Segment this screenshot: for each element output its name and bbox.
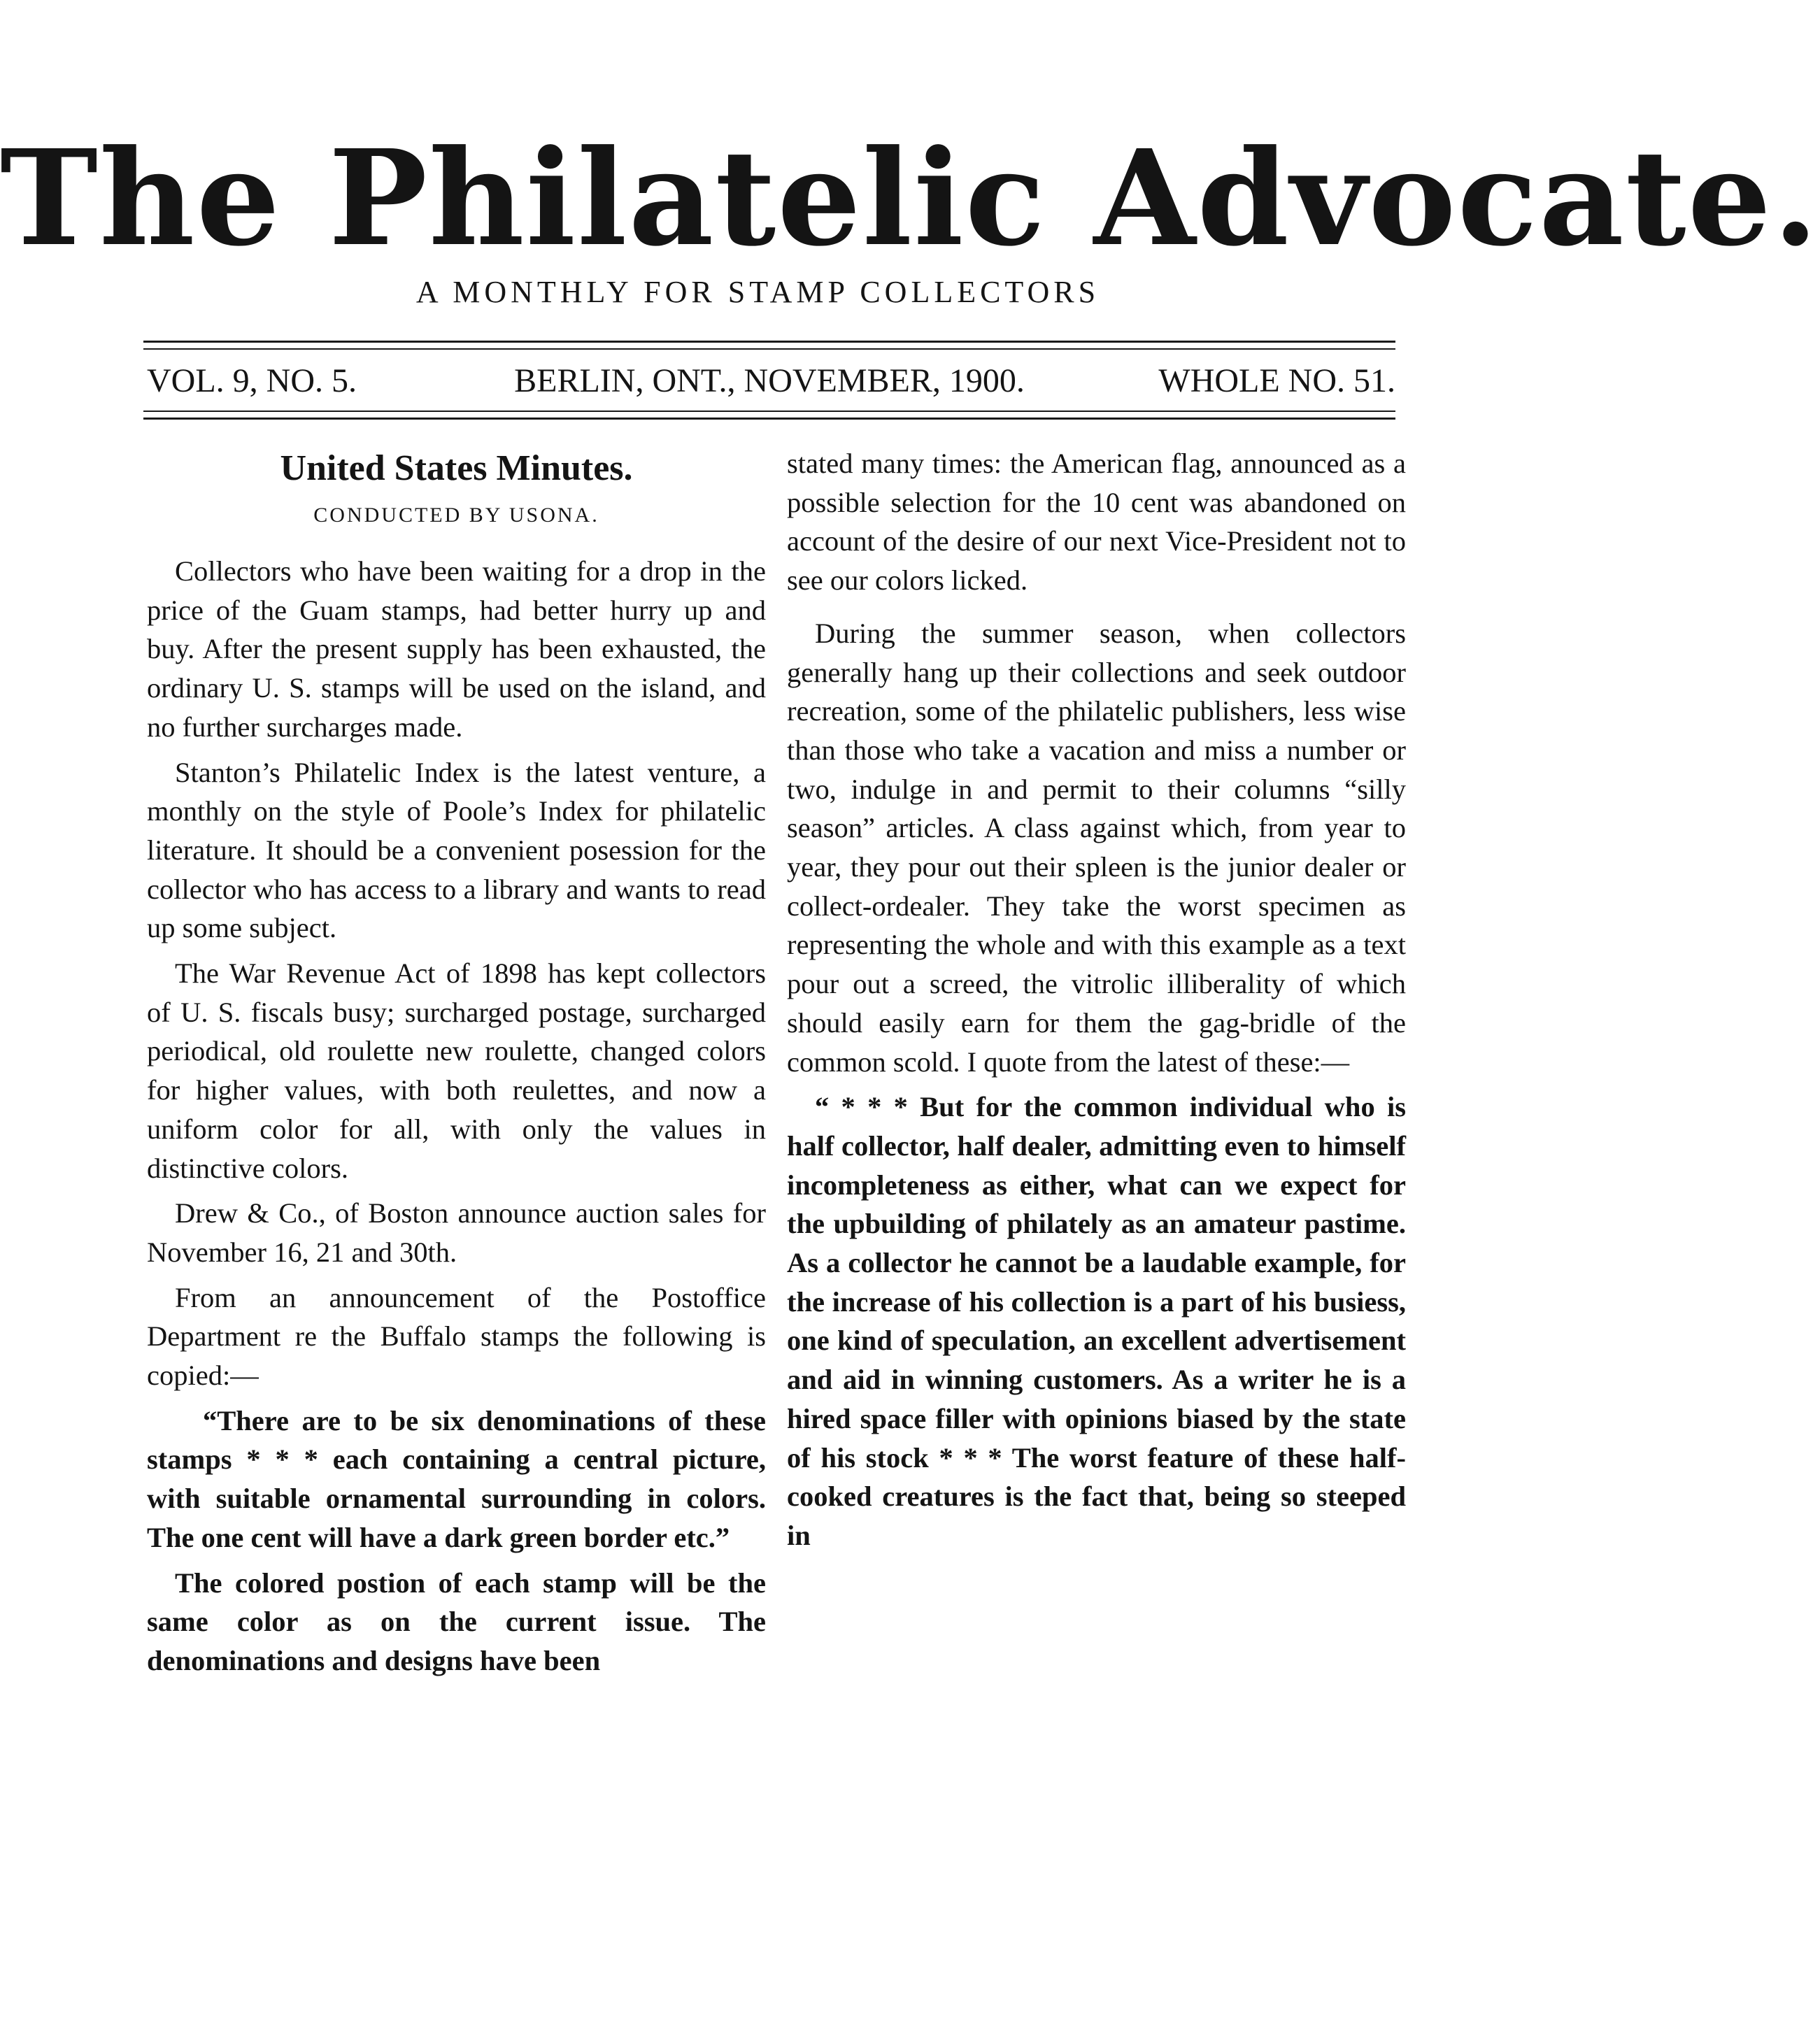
masthead-subtitle: A MONTHLY FOR STAMP COLLECTORS [415, 275, 1100, 309]
paragraph: From an announcement of the Postoffice Department re the Buffalo stamps the following is copied:— [147, 1281, 766, 1392]
header-rule-top-1 [143, 341, 1395, 343]
masthead-title: The Philatelic Advocate. [0, 121, 1820, 276]
issue-place-date: BERLIN, ONT., NOVEMBER, 1900. [514, 362, 1025, 399]
header-rule-bottom-1 [143, 411, 1395, 412]
article-byline: CONDUCTED BY USONA. [313, 504, 599, 527]
issue-whole-number: WHOLE NO. 51. [1158, 362, 1395, 399]
paragraph: Drew & Co., of Boston announce auction sales for November 16, 21 and 30th. [147, 1197, 766, 1268]
paragraph-continued: stated many times: the American flag, announced as a possible selection for the 10 cent was abandoned on account of the desire of our next Vice-President not to see our colors licked. [787, 448, 1406, 597]
paragraph: The War Revenue Act of 1898 has kept collectors of U. S. fiscals busy; surcharged postage, surcharged periodical, old roulette new roulette, changed colors for higher values, with both reulettes, and now a uniform color for all, with only the values in distinctive colors. [147, 957, 766, 1184]
header-rule-bottom-2 [143, 418, 1395, 420]
left-column [147, 444, 766, 1681]
issue-line [143, 360, 1395, 402]
quote-paragraph: “ * * * But for the common individual who is half collector, half dealer, admitting even to himself incompleteness as either, what can we expect for the upbuilding of philately as an amateur pastime. As a collector he cannot be a laudable example, for the increase of his collection is a part of his busiess, one kind of speculation, an excellent advertisement and aid in winning customers. As a writer he is a hired space filler with opinions biased by the state of his stock * * * The worst feature of these half-cooked creatures is the fact that, being so steeped in [787, 1091, 1406, 1551]
paragraph: During the summer season, when collectors generally hang up their collections and seek outdoor recreation, some of the philatelic publishers, less wise than those who take a vacation and miss a number or two, indulge in and permit to their columns “silly season” articles. A class against which, from year to year, they pour out their spleen is the junior dealer or collect-ordealer. They take the worst specimen as representing the whole and with this example as a text pour out a screed, the vitrolic illiberality of which should easily earn for them the gag-bridle of the common scold. I quote from the latest of these:— [787, 617, 1406, 1078]
issue-volume: VOL. 9, NO. 5. [147, 362, 357, 399]
paragraph: Collectors who have been waiting for a drop in the price of the Guam stamps, had better hurry up and buy. After the present supply has been exhausted, the ordinary U. S. stamps will be used on the island, and no further surcharges made. [147, 555, 766, 743]
article-title: United States Minutes. [280, 448, 633, 488]
right-column [787, 444, 1406, 1555]
quote-paragraph: “There are to be six denominations of these stamps * * * each containing a central picture, with suitable ornamental surrounding in colors. The one cent will have a dark green border etc.” [147, 1404, 766, 1553]
header-rule-top-2 [143, 348, 1395, 350]
paragraph: Stanton’s Philatelic Index is the latest venture, a monthly on the style of Poole’s Index for philatelic literature. It should be a convenient posession for the collector who has access to a library and wants to read up some subject. [147, 756, 766, 944]
paragraph: The colored postion of each stamp will be the same color as on the current issue. The denominations and designs have been [147, 1567, 766, 1676]
